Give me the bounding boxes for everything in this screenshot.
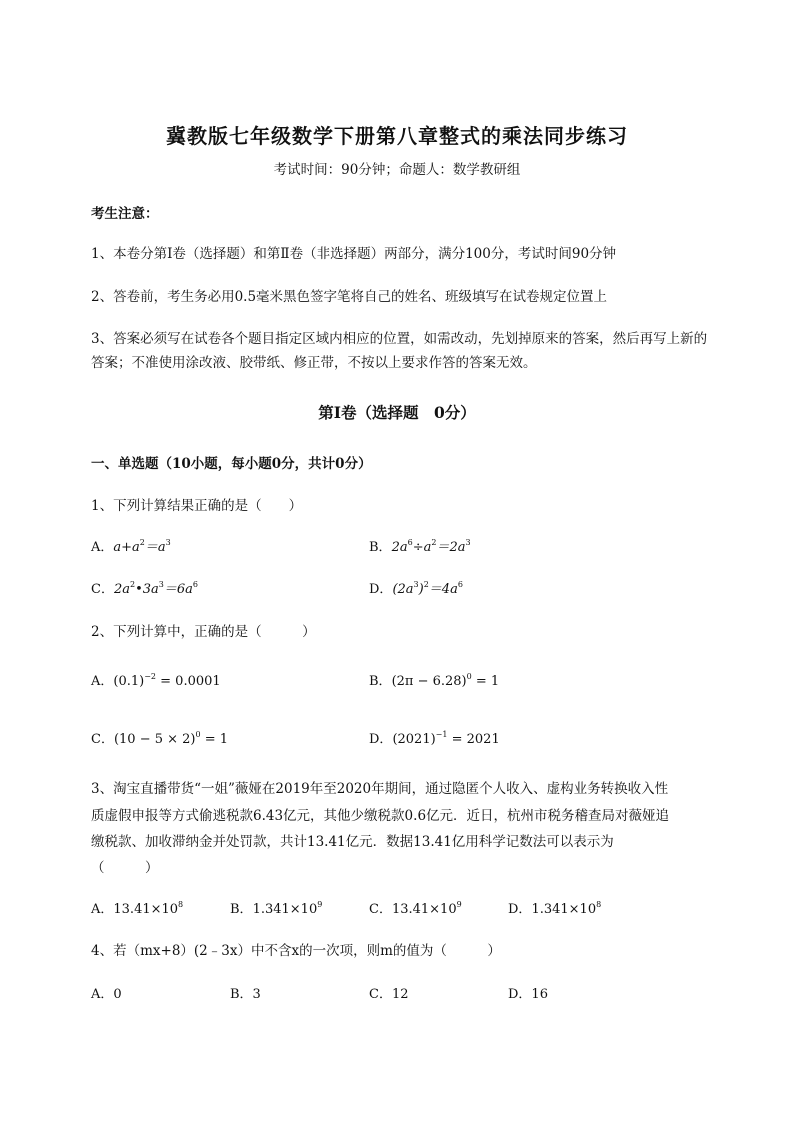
option-math: 13.41×10 bbox=[113, 902, 179, 917]
option-math: (2a bbox=[392, 582, 414, 597]
option-math: 1.341×10 bbox=[531, 902, 597, 917]
question-3-option-b[interactable] bbox=[230, 898, 322, 917]
question-2-option-b[interactable] bbox=[369, 670, 499, 689]
question-3-option-c[interactable] bbox=[369, 898, 462, 917]
option-math: ＝2a bbox=[436, 540, 466, 555]
option-math: ＝6a bbox=[163, 582, 193, 597]
option-math: = 1 bbox=[200, 732, 229, 747]
option-label: D． bbox=[508, 902, 532, 917]
exponent: 9 bbox=[456, 900, 462, 909]
option-math: (2π − 6.28) bbox=[391, 674, 467, 689]
option-label: C． bbox=[91, 732, 114, 747]
option-label: C． bbox=[91, 582, 114, 597]
exponent: 8 bbox=[178, 900, 184, 909]
option-math: ＝4a bbox=[428, 582, 458, 597]
exponent: 0 bbox=[466, 672, 472, 681]
question-3-line-3: 缴税款、加收滞纳金并处罚款，共计13.41亿元．数据13.41亿用科学记数法可以表示为 bbox=[91, 834, 614, 850]
exponent: 2 bbox=[423, 580, 429, 589]
option-label: B． bbox=[369, 674, 392, 689]
question-3-line-2: 质虚假申报等方式偷逃税款6.43亿元，其他少缴税款0.6亿元．近日，杭州市税务稽查局对薇娅追 bbox=[91, 808, 670, 824]
question-3-option-d[interactable] bbox=[508, 898, 601, 917]
option-math: 13.41×10 bbox=[391, 902, 457, 917]
option-math: ＝a bbox=[144, 540, 166, 555]
exponent: 3 bbox=[413, 580, 419, 589]
exponent: 2 bbox=[139, 538, 145, 547]
question-2-stem: 2、下列计算中，正确的是（ ） bbox=[91, 624, 316, 640]
option-label: B． bbox=[369, 540, 392, 555]
option-math: (2021) bbox=[392, 732, 436, 747]
option-math: a+a bbox=[113, 540, 140, 555]
exponent: 2 bbox=[129, 580, 136, 589]
question-2-option-d[interactable] bbox=[369, 728, 500, 747]
exponent: 6 bbox=[457, 580, 463, 589]
option-label: C． bbox=[369, 902, 392, 917]
exponent: 6 bbox=[407, 538, 413, 547]
option-math: 2a bbox=[391, 540, 408, 555]
notice-heading: 考生注意： bbox=[91, 206, 159, 222]
question-3-line-4: （ ） bbox=[91, 860, 159, 876]
question-3-option-a[interactable] bbox=[91, 898, 183, 917]
option-math: 1.341×10 bbox=[252, 902, 318, 917]
exponent: 9 bbox=[317, 900, 323, 909]
question-1-stem: 1、下列计算结果正确的是（ ） bbox=[91, 498, 303, 514]
option-math: ) bbox=[418, 582, 424, 597]
option-math: ÷a bbox=[412, 540, 432, 555]
notice-item-3: 3、答案必须写在试卷各个题目指定区域内相应的位置，如需改动，先划掉原来的答案，然后再写上新的答案；不准使用涂改液、胶带纸、修正带，不按以上要求作答的答案无效。 bbox=[91, 331, 708, 371]
exponent: 3 bbox=[465, 538, 471, 547]
option-math: 2a bbox=[113, 582, 130, 597]
exponent: 3 bbox=[158, 580, 164, 589]
exponent: 8 bbox=[596, 900, 602, 909]
option-label: D． bbox=[369, 732, 393, 747]
question-2-option-a[interactable] bbox=[91, 670, 221, 689]
notice-item-2: 2、答卷前，考生务必用0.5毫米黑色签字笔将自己的姓名、班级填写在试卷规定位置上 bbox=[91, 289, 608, 305]
question-1-option-b[interactable] bbox=[369, 536, 471, 555]
option-math: (0.1) bbox=[113, 674, 145, 689]
exponent: 0 bbox=[195, 730, 201, 739]
document-title: 冀教版七年级数学下册第八章整式的乘法同步练习 bbox=[166, 124, 628, 148]
question-4-option-a[interactable]: A．0 bbox=[91, 987, 122, 1002]
exponent: −1 bbox=[435, 730, 448, 739]
question-4-option-c[interactable]: C．12 bbox=[369, 987, 409, 1002]
option-label: A． bbox=[91, 902, 114, 917]
option-math: = 1 bbox=[471, 674, 500, 689]
option-math: = 2021 bbox=[447, 732, 500, 747]
option-label: A． bbox=[91, 674, 114, 689]
exponent: −2 bbox=[144, 672, 157, 681]
question-2-option-c[interactable] bbox=[91, 728, 228, 747]
exponent: 3 bbox=[165, 538, 171, 547]
question-1-option-c[interactable] bbox=[91, 578, 198, 597]
option-math: •3a bbox=[135, 582, 159, 597]
option-math: (10 − 5 × 2) bbox=[113, 732, 196, 747]
question-4-option-d[interactable]: D．16 bbox=[508, 987, 548, 1002]
notice-item-1: 1、本卷分第I卷（选择题）和第Ⅱ卷（非选择题）两部分，满分100分，考试时间90分钟 bbox=[91, 246, 617, 262]
option-label: A． bbox=[91, 540, 114, 555]
section-title: 第I卷（选择题 0分） bbox=[318, 403, 476, 422]
question-3-line-1: 3、淘宝直播带货“一姐”薇娅在2019年至2020年期间，通过隐匿个人收入、虚构业务转换收入性 bbox=[91, 781, 669, 797]
exam-info: 考试时间：90分钟；命题人：数学教研组 bbox=[273, 162, 521, 178]
option-label: D． bbox=[369, 582, 393, 597]
question-4-stem: 4、若（mx+8）(2﹣3x）中不含x的一次项，则m的值为（ ） bbox=[91, 943, 501, 959]
option-label: B． bbox=[230, 902, 253, 917]
question-4-option-b[interactable]: B．3 bbox=[230, 987, 261, 1002]
exponent: 6 bbox=[192, 580, 198, 589]
part-heading: 一、单选题（10小题，每小题0分，共计0分） bbox=[91, 456, 372, 472]
question-1-option-d[interactable] bbox=[369, 578, 463, 597]
question-1-option-a[interactable] bbox=[91, 536, 171, 555]
exponent: 2 bbox=[431, 538, 437, 547]
option-math: = 0.0001 bbox=[156, 674, 221, 689]
